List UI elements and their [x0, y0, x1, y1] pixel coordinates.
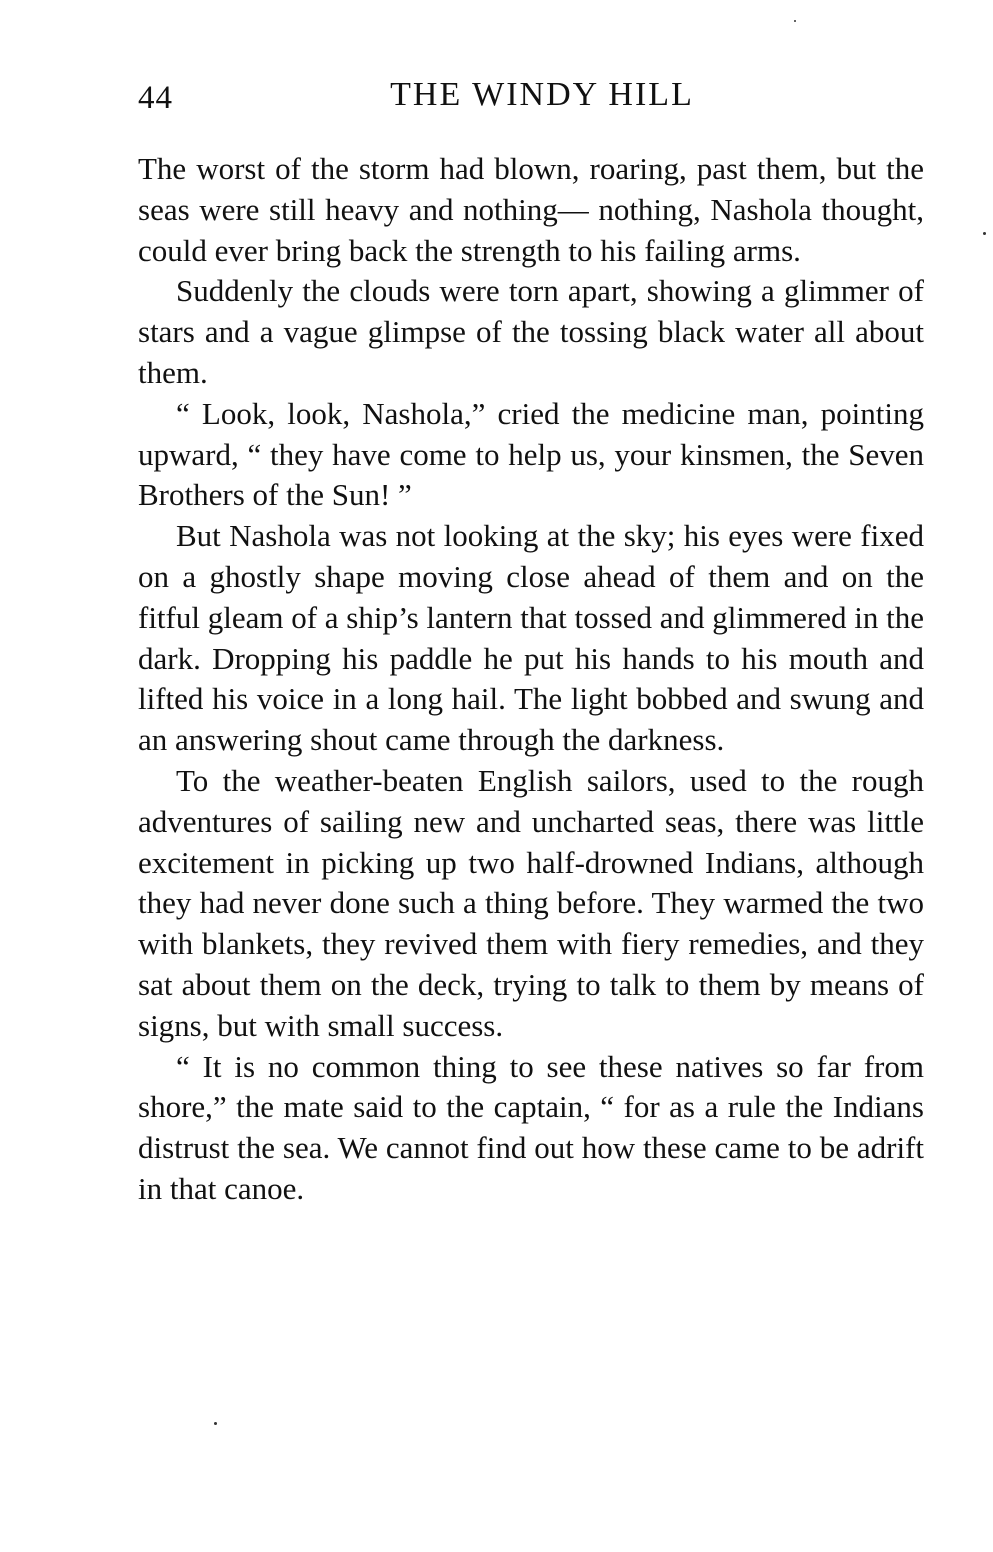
body-text [138, 149, 924, 1210]
paragraph: Suddenly the clouds were torn apart, showing a glimmer of stars and a vague glimpse of the tossing black water all about them. [138, 273, 924, 390]
page-number: 44 [138, 80, 173, 116]
paper-speck [983, 232, 986, 235]
running-head [138, 76, 924, 124]
paragraph: “ It is no common thing to see these natives so far from shore,” the mate said to the captain, “ for as a rule the Indians distrust the sea. We cannot find out how these came to be adrift in that canoe. [138, 1048, 924, 1206]
paragraph: The worst of the storm had blown, roaring, past them, but the seas were still heavy and nothing— nothing, Nashola thought, could ever bring back the strength to his failing arms. [138, 151, 924, 268]
paragraph: To the weather-beaten English sailors, used to the rough adventures of sailing new and uncharted seas, there was little excitement in picking up two half-drowned Indians, although they had never done such a thing before. They warmed the two with blankets, they revived them with fiery remedies, and they sat about them on the deck, trying to talk to them by means of signs, but with small success. [138, 762, 924, 1043]
paper-speck [794, 20, 796, 22]
paper-speck [214, 1422, 217, 1425]
paragraph: But Nashola was not looking at the sky; his eyes were fixed on a ghostly shape moving close ahead of them and on the fitful gleam of a ship’s lantern that tossed and glimmered in the dark. Dropping his paddle he put his hands to his mouth and lifted his voice in a long hail. The light bobbed and swung and an answering shout came through the darkness. [138, 518, 925, 758]
paragraph: “ Look, look, Nashola,” cried the medicine man, pointing upward, “ they have come to help us, your kinsmen, the Seven Brothers of the Sun! ” [138, 395, 924, 513]
running-title: THE WINDY HILL [390, 76, 694, 113]
